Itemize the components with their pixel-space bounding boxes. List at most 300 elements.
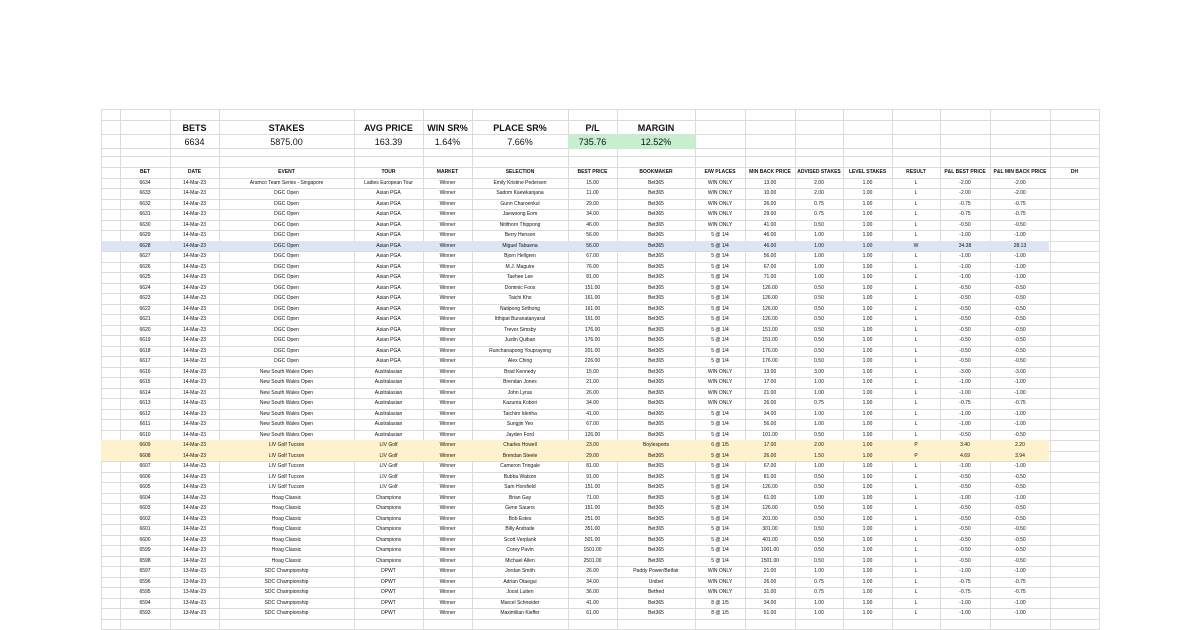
cell-advised-stakes[interactable]: 0.50 — [814, 431, 824, 438]
cell-selection[interactable]: Sadom Kaewkanjana — [496, 190, 544, 196]
cell-min-back-price[interactable]: 26.00 — [763, 400, 777, 406]
cell-dh[interactable] — [1050, 251, 1099, 262]
cell-bookmaker[interactable]: Bet365 — [648, 242, 664, 249]
cell-bet[interactable]: 6627 — [139, 253, 151, 259]
cell-bet[interactable]: 6602 — [139, 515, 151, 522]
cell-bet[interactable]: 6623 — [139, 295, 151, 301]
cell-market[interactable]: Winner — [439, 379, 456, 385]
cell-pl-best-price[interactable]: -1.00 — [959, 494, 971, 501]
cell-event[interactable]: New South Wales Open — [259, 368, 314, 375]
cell-level-stakes[interactable]: 1.00 — [862, 589, 873, 595]
cell-market[interactable]: Winner — [439, 337, 456, 343]
cell-result[interactable]: L — [914, 515, 918, 522]
cell-bookmaker[interactable]: Bet365 — [648, 358, 664, 364]
cell-result[interactable]: L — [914, 211, 918, 217]
column-header-advised-stakes[interactable]: ADVISED STAKES — [797, 169, 841, 175]
cell-pl-best-price[interactable]: -2.00 — [959, 179, 971, 186]
cell-dh[interactable] — [1050, 608, 1099, 619]
cell-date[interactable]: 14-Mar-23 — [182, 263, 207, 270]
cell-tour[interactable]: Asian PGA — [376, 253, 401, 259]
table-row[interactable] — [0, 577, 1200, 588]
cell-pl-min-back-price[interactable]: -0.50 — [1014, 557, 1026, 564]
cell-pl-best-price[interactable]: -0.50 — [959, 515, 971, 522]
cell-market[interactable]: Winner — [439, 326, 456, 333]
cell-result[interactable]: L — [914, 589, 918, 595]
table-row[interactable] — [0, 419, 1200, 430]
cell-bookmaker[interactable]: Bet365 — [648, 295, 664, 301]
cell-ew-places[interactable]: 5 @ 1/4 — [711, 463, 729, 469]
cell-level-stakes[interactable]: 1.00 — [862, 494, 873, 501]
cell-selection[interactable]: Nitithorn Thippong — [499, 221, 541, 228]
cell-date[interactable]: 14-Mar-23 — [182, 326, 207, 333]
cell-bet[interactable]: 6624 — [139, 284, 151, 291]
cell-best-price[interactable]: 151.00 — [584, 484, 601, 490]
cell-advised-stakes[interactable]: 0.50 — [814, 536, 824, 543]
cell-tour[interactable]: Ladies European Tour — [364, 179, 413, 186]
table-row[interactable] — [0, 514, 1200, 525]
cell-ew-places[interactable]: 5 @ 1/4 — [711, 232, 729, 238]
cell-pl-best-price[interactable]: -0.75 — [959, 589, 971, 595]
cell-bet[interactable]: 6617 — [139, 358, 151, 364]
cell-dh[interactable] — [1050, 430, 1099, 441]
cell-dh[interactable] — [1050, 482, 1099, 493]
cell-event[interactable]: SDC Championship — [264, 610, 309, 616]
cell-ew-places[interactable]: 5 @ 1/4 — [711, 358, 729, 364]
cell-min-back-price[interactable]: 29.00 — [763, 211, 777, 217]
cell-level-stakes[interactable]: 1.00 — [862, 410, 873, 417]
cell-advised-stakes[interactable]: 0.75 — [814, 589, 824, 595]
cell-event[interactable]: DGC Open — [274, 305, 299, 312]
cell-min-back-price[interactable]: 81.00 — [763, 473, 777, 480]
cell-bet[interactable]: 6626 — [139, 263, 151, 270]
cell-result[interactable]: L — [914, 316, 918, 322]
cell-pl-best-price[interactable]: 3.40 — [960, 442, 970, 448]
cell-dh[interactable] — [1050, 472, 1099, 483]
table-row[interactable] — [0, 377, 1200, 388]
table-row[interactable] — [0, 188, 1200, 199]
cell-pl-min-back-price[interactable]: -0.50 — [1014, 221, 1026, 228]
table-row[interactable] — [0, 304, 1200, 315]
cell-event[interactable]: SDC Championship — [264, 599, 309, 606]
cell-min-back-price[interactable]: 46.00 — [763, 232, 777, 238]
cell-result[interactable]: P — [914, 452, 918, 459]
cell-dh[interactable] — [1050, 461, 1099, 472]
cell-ew-places[interactable]: WIN ONLY — [707, 200, 733, 207]
column-header-level-stakes[interactable]: LEVEL STAKES — [848, 169, 887, 175]
cell-tour[interactable]: Australasian — [374, 410, 403, 417]
cell-selection[interactable]: Bob Estes — [508, 515, 532, 522]
cell-event[interactable]: DGC Open — [274, 274, 299, 280]
cell-pl-min-back-price[interactable]: -1.00 — [1014, 274, 1026, 280]
cell-result[interactable]: L — [914, 568, 918, 574]
cell-market[interactable]: Winner — [439, 295, 456, 301]
cell-advised-stakes[interactable]: 0.50 — [814, 484, 824, 490]
cell-bookmaker[interactable]: Bet365 — [648, 547, 664, 553]
cell-result[interactable]: L — [914, 232, 918, 238]
cell-level-stakes[interactable]: 1.00 — [862, 379, 873, 385]
cell-pl-best-price[interactable]: -1.00 — [959, 274, 971, 280]
cell-bookmaker[interactable]: Boylesports — [642, 442, 670, 448]
cell-best-price[interactable]: 46.00 — [586, 221, 599, 228]
cell-bookmaker[interactable]: Unibet — [648, 578, 664, 585]
cell-pl-min-back-price[interactable]: -0.75 — [1014, 589, 1026, 595]
cell-tour[interactable]: Asian PGA — [376, 211, 401, 217]
cell-event[interactable]: Hoag Classic — [271, 505, 302, 511]
cell-best-price[interactable]: 176.00 — [584, 337, 601, 343]
cell-tour[interactable]: Champions — [375, 557, 402, 564]
cell-tour[interactable]: Champions — [375, 515, 402, 522]
cell-event[interactable]: LIV Golf Tucson — [268, 442, 305, 448]
cell-result[interactable]: L — [914, 421, 918, 427]
cell-dh[interactable] — [1050, 377, 1099, 388]
cell-market[interactable]: Winner — [439, 610, 456, 616]
cell-level-stakes[interactable]: 1.00 — [862, 221, 873, 228]
cell-tour[interactable]: Asian PGA — [376, 295, 401, 301]
cell-market[interactable]: Winner — [439, 463, 456, 469]
cell-pl-min-back-price[interactable]: -3.00 — [1014, 368, 1026, 375]
cell-event[interactable]: DGC Open — [274, 295, 299, 301]
cell-ew-places[interactable]: 5 @ 1/4 — [711, 284, 729, 291]
cell-pl-best-price[interactable]: -3.00 — [959, 368, 971, 375]
cell-tour[interactable]: Asian PGA — [376, 305, 401, 312]
cell-pl-min-back-price[interactable]: -0.50 — [1014, 484, 1026, 490]
cell-date[interactable]: 14-Mar-23 — [182, 515, 207, 522]
cell-event[interactable]: Aramco Team Series - Singapore — [249, 179, 324, 186]
cell-selection[interactable]: Runchanapong Youprayong — [489, 347, 551, 354]
table-row[interactable] — [0, 209, 1200, 220]
table-row[interactable] — [0, 367, 1200, 378]
cell-event[interactable]: DGC Open — [274, 326, 299, 333]
summary-margin-value[interactable]: 12.52% — [617, 135, 695, 149]
cell-bookmaker[interactable]: Bet365 — [648, 494, 664, 501]
cell-pl-best-price[interactable]: -0.75 — [959, 578, 971, 585]
cell-advised-stakes[interactable]: 1.00 — [814, 253, 824, 259]
cell-result[interactable]: L — [914, 200, 918, 207]
cell-pl-min-back-price[interactable]: -0.50 — [1014, 347, 1026, 354]
cell-best-price[interactable]: 34.00 — [586, 211, 599, 217]
cell-bet[interactable]: 6632 — [139, 200, 151, 207]
cell-pl-best-price[interactable]: -1.00 — [959, 253, 971, 259]
cell-result[interactable]: L — [914, 505, 918, 511]
cell-pl-min-back-price[interactable]: -0.50 — [1014, 326, 1026, 333]
cell-selection[interactable]: Sam Horsfield — [504, 484, 536, 490]
cell-pl-best-price[interactable]: -1.00 — [959, 568, 971, 574]
cell-bookmaker[interactable]: Bet365 — [648, 337, 664, 343]
cell-selection[interactable]: Cameron Tringale — [500, 463, 540, 469]
cell-dh[interactable] — [1050, 314, 1099, 325]
cell-dh[interactable] — [1050, 335, 1099, 346]
table-row[interactable] — [0, 356, 1200, 367]
cell-advised-stakes[interactable]: 1.50 — [814, 452, 824, 459]
cell-bookmaker[interactable]: Bet365 — [648, 347, 664, 354]
cell-tour[interactable]: LIV Golf — [379, 452, 398, 459]
cell-tour[interactable]: Australasian — [374, 389, 403, 396]
cell-level-stakes[interactable]: 1.00 — [862, 547, 873, 553]
cell-tour[interactable]: Australasian — [374, 368, 403, 375]
cell-pl-best-price[interactable]: -0.50 — [959, 305, 971, 312]
cell-tour[interactable]: Asian PGA — [376, 263, 401, 270]
cell-pl-min-back-price[interactable]: -1.00 — [1014, 463, 1026, 469]
table-row[interactable] — [0, 314, 1200, 325]
summary-place-sr-value[interactable]: 7.66% — [507, 137, 533, 147]
cell-event[interactable]: DGC Open — [274, 316, 299, 322]
cell-date[interactable]: 14-Mar-23 — [182, 452, 207, 459]
cell-event[interactable]: New South Wales Open — [259, 379, 314, 385]
cell-advised-stakes[interactable]: 1.00 — [814, 410, 824, 417]
cell-selection[interactable]: Billy Andrade — [505, 526, 535, 532]
cell-level-stakes[interactable]: 1.00 — [862, 232, 873, 238]
cell-pl-best-price[interactable]: -0.50 — [959, 347, 971, 354]
cell-date[interactable]: 14-Mar-23 — [182, 337, 207, 343]
cell-market[interactable]: Winner — [439, 578, 456, 585]
cell-result[interactable]: L — [914, 263, 918, 270]
cell-market[interactable]: Winner — [439, 274, 456, 280]
cell-dh[interactable] — [1050, 346, 1099, 357]
cell-advised-stakes[interactable]: 1.00 — [814, 494, 824, 501]
cell-best-price[interactable]: 76.00 — [586, 263, 599, 270]
cell-date[interactable]: 14-Mar-23 — [182, 316, 207, 322]
column-header-event[interactable]: EVENT — [278, 169, 295, 175]
cell-pl-best-price[interactable]: -0.50 — [959, 326, 971, 333]
cell-bet[interactable]: 6601 — [139, 526, 151, 532]
cell-pl-min-back-price[interactable]: -0.50 — [1014, 295, 1026, 301]
cell-result[interactable]: L — [914, 253, 918, 259]
cell-tour[interactable]: Asian PGA — [376, 326, 401, 333]
cell-min-back-price[interactable]: 17.00 — [763, 379, 777, 385]
cell-pl-best-price[interactable]: -0.50 — [959, 337, 971, 343]
cell-selection[interactable]: Joost Luiten — [506, 589, 534, 595]
cell-pl-best-price[interactable]: -0.50 — [959, 484, 971, 490]
cell-pl-best-price[interactable]: -0.50 — [959, 431, 971, 438]
cell-result[interactable]: L — [914, 326, 918, 333]
cell-tour[interactable]: DPWT — [381, 578, 396, 585]
cell-bet[interactable]: 6606 — [139, 473, 151, 480]
cell-level-stakes[interactable]: 1.00 — [862, 463, 873, 469]
table-row[interactable] — [0, 388, 1200, 399]
cell-best-price[interactable]: 251.00 — [584, 515, 601, 522]
cell-event[interactable]: New South Wales Open — [259, 431, 314, 438]
cell-pl-best-price[interactable]: -0.50 — [959, 557, 971, 564]
cell-level-stakes[interactable]: 1.00 — [862, 295, 873, 301]
cell-market[interactable]: Winner — [439, 452, 456, 459]
column-header-pl-best-price[interactable]: P&L BEST PRICE — [944, 169, 986, 175]
cell-result[interactable]: L — [914, 400, 918, 406]
cell-tour[interactable]: Champions — [375, 547, 402, 553]
cell-dh[interactable] — [1050, 598, 1099, 609]
cell-date[interactable]: 14-Mar-23 — [182, 410, 207, 417]
cell-advised-stakes[interactable]: 0.50 — [814, 358, 824, 364]
cell-min-back-price[interactable]: 151.00 — [762, 337, 778, 343]
cell-ew-places[interactable]: WIN ONLY — [707, 578, 733, 585]
cell-date[interactable]: 14-Mar-23 — [182, 179, 207, 186]
cell-dh[interactable] — [1050, 188, 1099, 199]
cell-bet[interactable]: 6625 — [139, 274, 151, 280]
cell-advised-stakes[interactable]: 0.50 — [814, 221, 824, 228]
table-row[interactable] — [0, 178, 1200, 189]
cell-best-price[interactable]: 176.00 — [584, 326, 601, 333]
cell-pl-min-back-price[interactable]: -1.00 — [1014, 610, 1026, 616]
table-row[interactable] — [0, 566, 1200, 577]
cell-date[interactable]: 14-Mar-23 — [182, 557, 207, 564]
cell-result[interactable]: L — [914, 221, 918, 228]
cell-min-back-price[interactable]: 1001.00 — [760, 547, 780, 553]
cell-pl-min-back-price[interactable]: -0.75 — [1014, 211, 1026, 217]
cell-selection[interactable]: M.J. Maguire — [505, 263, 535, 270]
cell-date[interactable]: 14-Mar-23 — [182, 190, 207, 196]
cell-date[interactable]: 14-Mar-23 — [182, 389, 207, 396]
cell-event[interactable]: New South Wales Open — [259, 410, 314, 417]
cell-market[interactable]: Winner — [439, 536, 456, 543]
cell-dh[interactable] — [1050, 241, 1099, 252]
cell-min-back-price[interactable]: 126.00 — [762, 305, 778, 312]
cell-advised-stakes[interactable]: 1.00 — [814, 263, 824, 270]
cell-bookmaker[interactable]: Bet365 — [648, 263, 664, 270]
cell-advised-stakes[interactable]: 0.50 — [814, 547, 824, 553]
cell-bet[interactable]: 6605 — [139, 484, 151, 490]
cell-event[interactable]: DGC Open — [274, 190, 299, 196]
cell-pl-best-price[interactable]: -0.50 — [959, 505, 971, 511]
cell-dh[interactable] — [1050, 356, 1099, 367]
cell-result[interactable]: W — [913, 242, 919, 249]
cell-selection[interactable]: Jaewoong Eom — [502, 211, 538, 217]
cell-best-price[interactable]: 161.00 — [584, 305, 601, 312]
cell-pl-best-price[interactable]: -1.00 — [959, 232, 971, 238]
cell-best-price[interactable]: 351.00 — [584, 526, 601, 532]
cell-level-stakes[interactable]: 1.00 — [862, 200, 873, 207]
cell-bet[interactable]: 6621 — [139, 316, 151, 322]
cell-advised-stakes[interactable]: 0.50 — [814, 526, 824, 532]
cell-market[interactable]: Winner — [439, 421, 456, 427]
cell-pl-best-price[interactable]: -1.00 — [959, 410, 971, 417]
cell-tour[interactable]: LIV Golf — [379, 442, 398, 448]
cell-bet[interactable]: 6596 — [139, 578, 151, 585]
cell-market[interactable]: Winner — [439, 568, 456, 574]
cell-best-price[interactable]: 151.00 — [584, 284, 601, 291]
cell-level-stakes[interactable]: 1.00 — [862, 526, 873, 532]
table-row[interactable] — [0, 272, 1200, 283]
cell-market[interactable]: Winner — [439, 526, 456, 532]
cell-bet[interactable]: 6633 — [139, 190, 151, 196]
cell-pl-min-back-price[interactable]: 28.13 — [1013, 242, 1027, 249]
cell-bet[interactable]: 6620 — [139, 326, 151, 333]
cell-dh[interactable] — [1050, 262, 1099, 273]
cell-selection[interactable]: John Lyras — [507, 389, 533, 396]
cell-tour[interactable]: Asian PGA — [376, 284, 401, 291]
cell-result[interactable]: L — [914, 379, 918, 385]
cell-bookmaker[interactable]: Bet365 — [648, 400, 664, 406]
cell-min-back-price[interactable]: 401.00 — [762, 536, 778, 543]
cell-selection[interactable]: Scott Verplank — [503, 536, 537, 543]
cell-event[interactable]: SDC Championship — [264, 578, 309, 585]
cell-advised-stakes[interactable]: 3.00 — [814, 368, 824, 375]
cell-pl-min-back-price[interactable]: -1.00 — [1014, 410, 1026, 417]
cell-dh[interactable] — [1050, 535, 1099, 546]
cell-tour[interactable]: Asian PGA — [376, 200, 401, 207]
cell-bookmaker[interactable]: Bet365 — [648, 200, 664, 207]
cell-bet[interactable]: 6631 — [139, 211, 151, 217]
cell-tour[interactable]: Champions — [375, 505, 402, 511]
cell-tour[interactable]: LIV Golf — [379, 463, 398, 469]
cell-advised-stakes[interactable]: 2.00 — [814, 190, 824, 196]
cell-market[interactable]: Winner — [439, 200, 456, 207]
cell-market[interactable]: Winner — [439, 484, 456, 490]
table-row[interactable] — [0, 608, 1200, 619]
cell-event[interactable]: New South Wales Open — [259, 421, 314, 427]
cell-level-stakes[interactable]: 1.00 — [862, 442, 873, 448]
cell-min-back-price[interactable]: 41.00 — [763, 221, 777, 228]
cell-ew-places[interactable]: 5 @ 1/4 — [711, 421, 729, 427]
cell-event[interactable]: DGC Open — [274, 263, 299, 270]
cell-advised-stakes[interactable]: 1.00 — [814, 274, 824, 280]
cell-bet[interactable]: 6597 — [139, 568, 151, 574]
cell-best-price[interactable]: 29.00 — [586, 200, 599, 207]
cell-tour[interactable]: Asian PGA — [376, 316, 401, 322]
cell-min-back-price[interactable]: 56.00 — [763, 253, 777, 259]
cell-min-back-price[interactable]: 31.00 — [763, 589, 777, 595]
cell-tour[interactable]: DPWT — [381, 568, 396, 574]
cell-pl-min-back-price[interactable]: -0.50 — [1014, 473, 1026, 480]
cell-pl-min-back-price[interactable]: -0.50 — [1014, 337, 1026, 343]
cell-pl-best-price[interactable]: -0.50 — [959, 295, 971, 301]
cell-bookmaker[interactable]: Bet365 — [648, 221, 664, 228]
cell-pl-best-price[interactable]: -1.00 — [959, 263, 971, 270]
cell-tour[interactable]: DPWT — [381, 599, 396, 606]
cell-dh[interactable] — [1050, 325, 1099, 336]
cell-pl-min-back-price[interactable]: -1.00 — [1014, 232, 1026, 238]
cell-event[interactable]: DGC Open — [274, 337, 299, 343]
cell-date[interactable]: 14-Mar-23 — [182, 442, 207, 448]
cell-tour[interactable]: DPWT — [381, 610, 396, 616]
cell-date[interactable]: 14-Mar-23 — [182, 232, 207, 238]
cell-date[interactable]: 14-Mar-23 — [182, 221, 207, 228]
cell-event[interactable]: DGC Open — [274, 253, 299, 259]
cell-date[interactable]: 14-Mar-23 — [182, 295, 207, 301]
cell-result[interactable]: L — [914, 547, 918, 553]
cell-result[interactable]: L — [914, 190, 918, 196]
cell-selection[interactable]: Itthipat Buranatanyarat — [494, 316, 546, 322]
cell-ew-places[interactable]: 6 @ 1/5 — [711, 442, 729, 448]
cell-dh[interactable] — [1050, 556, 1099, 567]
cell-market[interactable]: Winner — [439, 284, 456, 291]
cell-bookmaker[interactable]: Bet365 — [648, 326, 664, 333]
cell-selection[interactable]: Gene Sauers — [505, 505, 535, 511]
cell-market[interactable]: Winner — [439, 400, 456, 406]
cell-bet[interactable]: 6604 — [139, 494, 151, 501]
cell-result[interactable]: L — [914, 368, 918, 375]
cell-pl-min-back-price[interactable]: -0.50 — [1014, 505, 1026, 511]
cell-best-price[interactable]: 29.00 — [586, 452, 599, 459]
table-row[interactable] — [0, 440, 1200, 451]
cell-level-stakes[interactable]: 1.00 — [862, 484, 873, 490]
cell-selection[interactable]: Brendan Steele — [502, 452, 538, 459]
cell-best-price[interactable]: 71.00 — [586, 494, 599, 501]
cell-best-price[interactable]: 61.00 — [586, 610, 599, 616]
cell-pl-best-price[interactable]: -2.00 — [959, 190, 971, 196]
cell-level-stakes[interactable]: 1.00 — [862, 242, 873, 249]
summary-stakes-value[interactable]: 5875.00 — [270, 137, 303, 147]
table-row[interactable] — [0, 587, 1200, 598]
cell-bookmaker[interactable]: Bet365 — [648, 536, 664, 543]
table-row[interactable] — [0, 199, 1200, 210]
cell-min-back-price[interactable]: 51.00 — [763, 610, 777, 616]
cell-best-price[interactable]: 56.00 — [586, 242, 599, 249]
cell-selection[interactable]: Adrian Otaegui — [503, 578, 537, 585]
cell-pl-best-price[interactable]: -0.50 — [959, 358, 971, 364]
cell-level-stakes[interactable]: 1.00 — [862, 578, 873, 585]
cell-level-stakes[interactable]: 1.00 — [862, 211, 873, 217]
cell-bookmaker[interactable]: Bet365 — [648, 253, 664, 259]
cell-dh[interactable] — [1050, 451, 1099, 462]
